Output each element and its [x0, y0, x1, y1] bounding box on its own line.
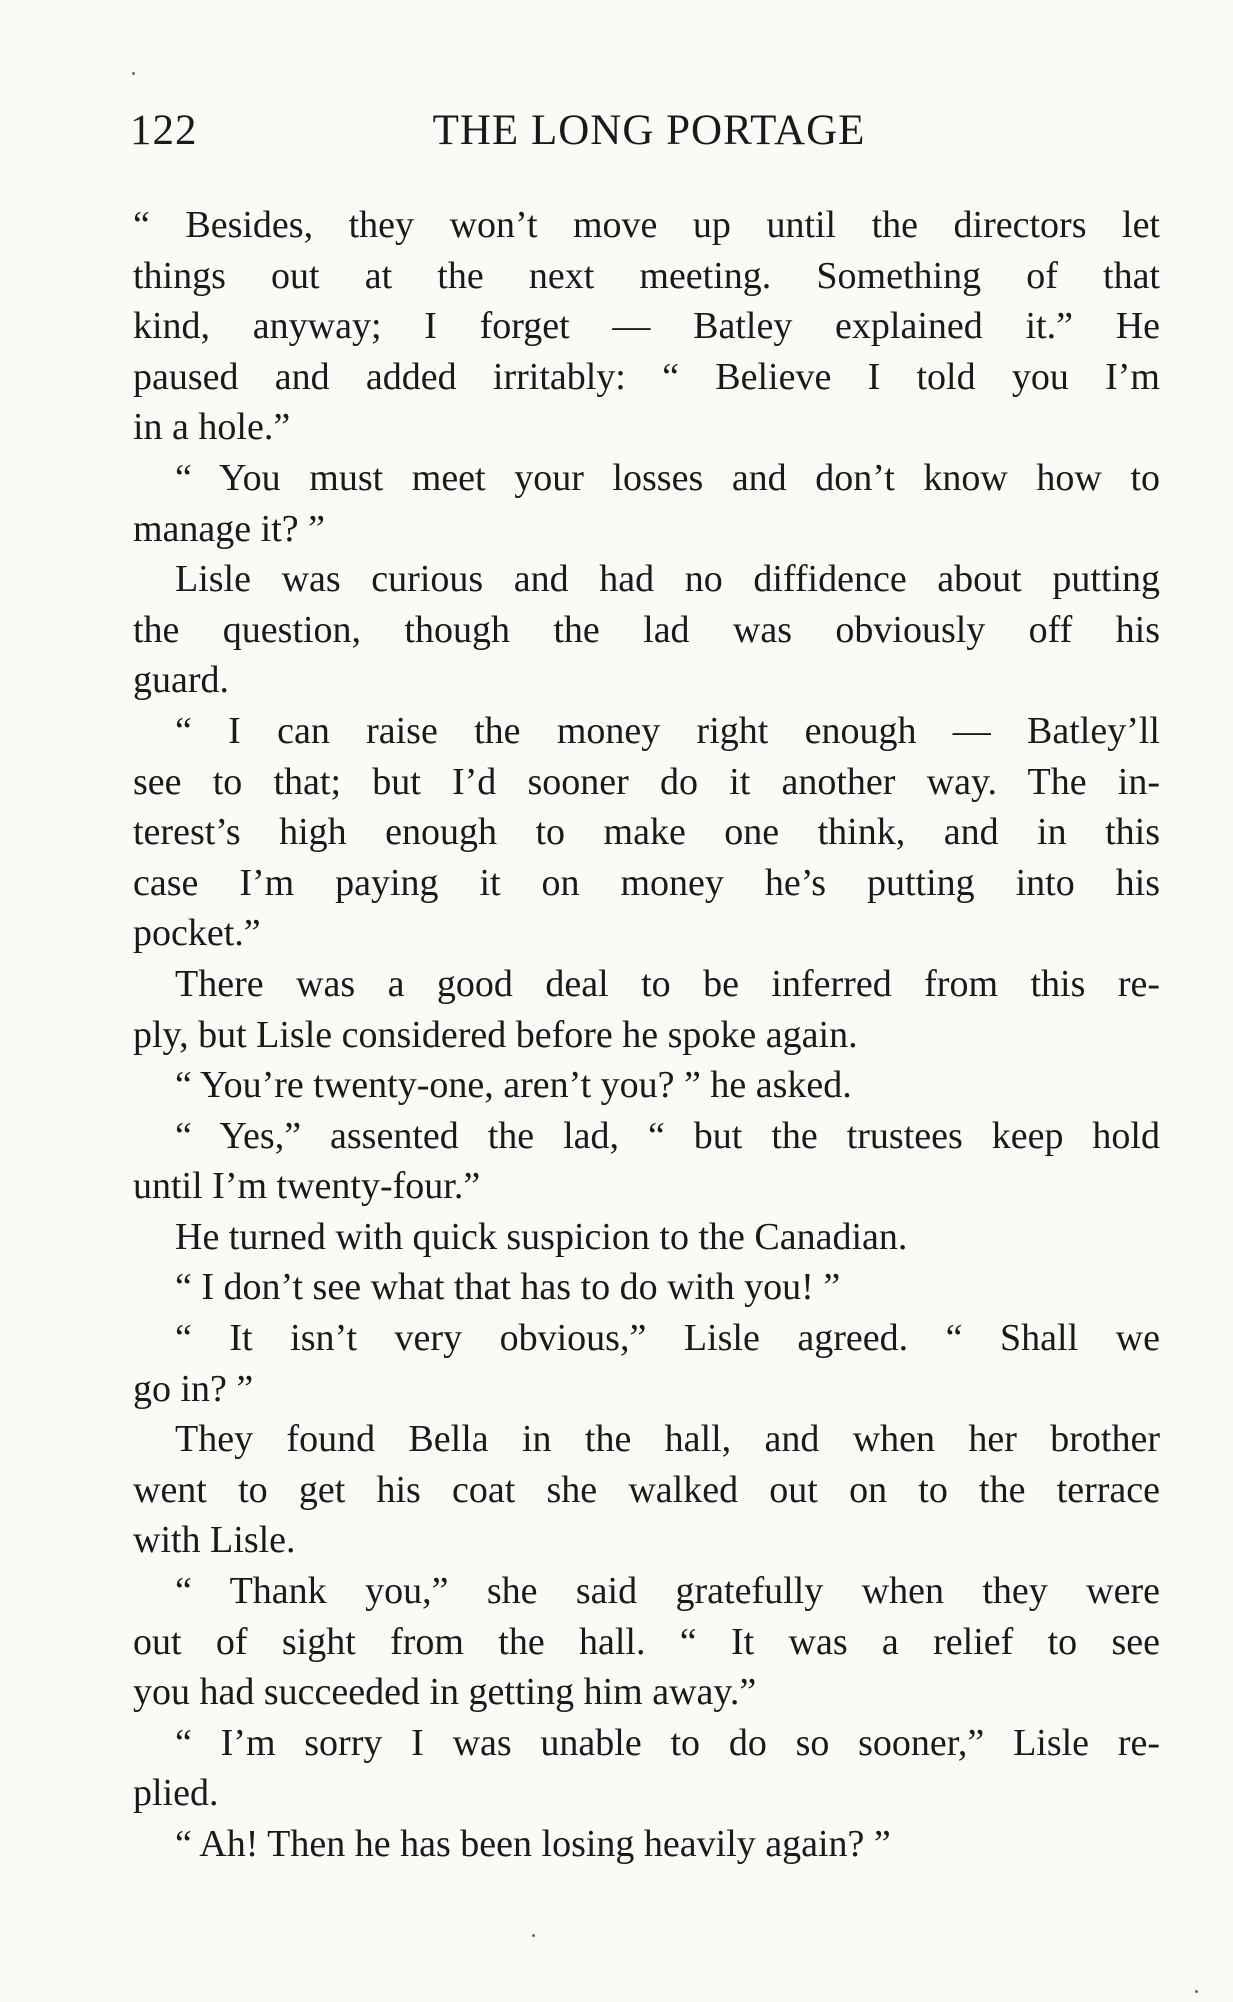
text-line: paused and added irritably: “ Believe I told you I’m: [133, 355, 1160, 398]
scan-speck: [132, 72, 135, 75]
running-head: [130, 106, 1160, 166]
text-line: pocket.”: [133, 912, 261, 955]
text-line: “ It isn’t very obvious,” Lisle agreed. “ Shall we: [175, 1317, 1160, 1360]
text-line: the question, though the lad was obviously off his: [133, 608, 1160, 651]
text-line: “ You’re twenty-one, aren’t you? ” he asked.: [175, 1064, 852, 1107]
text-line: kind, anyway; I forget — Batley explained it.” He: [133, 305, 1160, 348]
text-line: He turned with quick suspicion to the Canadian.: [175, 1215, 908, 1258]
text-line: with Lisle.: [133, 1519, 296, 1562]
text-line: plied.: [133, 1772, 219, 1815]
text-line: “ Yes,” assented the lad, “ but the trustees keep hold: [175, 1114, 1160, 1157]
text-line: ply, but Lisle considered before he spoke again.: [133, 1013, 858, 1056]
text-line: “ I’m sorry I was unable to do so sooner,” Lisle re-: [175, 1721, 1160, 1764]
text-line: “ You must meet your losses and don’t know how to: [175, 456, 1160, 499]
text-line: you had succeeded in getting him away.”: [133, 1671, 757, 1714]
text-line: guard.: [133, 659, 230, 702]
text-line: in a hole.”: [133, 406, 291, 449]
text-line: “ Besides, they won’t move up until the directors let: [133, 204, 1160, 246]
text-line: “ I don’t see what that has to do with you! ”: [175, 1266, 841, 1309]
text-line: There was a good deal to be inferred from this re-: [175, 962, 1160, 1005]
text-line: “ I can raise the money right enough — Batley’ll: [175, 709, 1160, 752]
text-line: They found Bella in the hall, and when her brother: [175, 1418, 1160, 1461]
running-title: THE LONG PORTAGE: [432, 107, 866, 154]
text-line: “ Ah! Then he has been losing heavily again? ”: [175, 1823, 891, 1865]
scan-speck: [532, 1934, 535, 1937]
text-line: manage it? ”: [133, 507, 326, 550]
text-line: go in? ”: [133, 1367, 254, 1410]
text-line: Lisle was curious and had no diffidence about putting: [175, 558, 1160, 601]
text-line: went to get his coat she walked out on to the terrace: [133, 1468, 1160, 1511]
text-line: terest’s high enough to make one think, and in this: [133, 811, 1160, 854]
page-number: 122: [130, 107, 198, 154]
text-line: things out at the next meeting. Something of that: [133, 254, 1160, 297]
text-line: case I’m paying it on money he’s putting into his: [133, 861, 1160, 904]
body-text: [133, 200, 1160, 1870]
text-line: out of sight from the hall. “ It was a relief to see: [133, 1620, 1160, 1663]
text-line: see to that; but I’d sooner do it another way. The in-: [133, 760, 1160, 803]
text-line: “ Thank you,” she said gratefully when they were: [175, 1570, 1160, 1613]
text-line: until I’m twenty-four.”: [133, 1165, 481, 1208]
scan-speck: [1195, 1990, 1198, 1993]
